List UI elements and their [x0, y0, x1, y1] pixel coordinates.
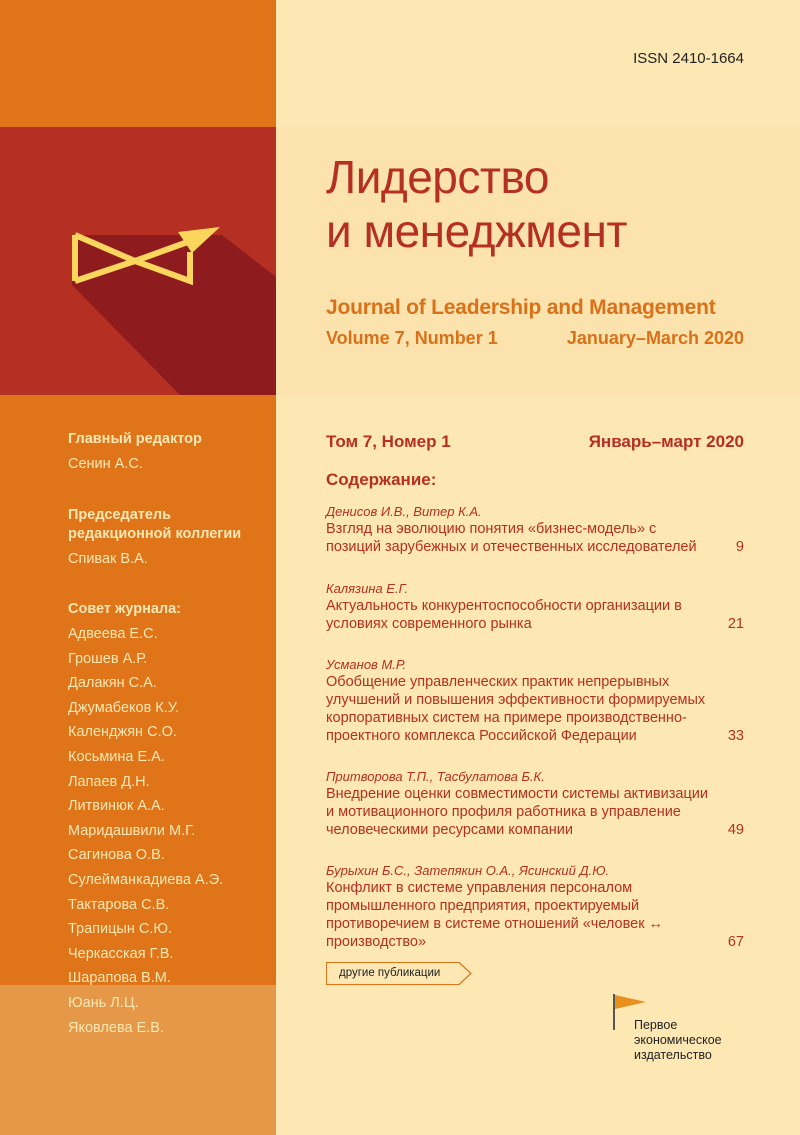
council-member: Трапицын С.Ю. — [68, 921, 173, 938]
council-block — [68, 600, 223, 1040]
council-member: Косьмина Е.А. — [68, 748, 165, 765]
more-publications-button[interactable]: другие публикации — [326, 962, 460, 985]
article-page: 49 — [727, 822, 744, 838]
article-title[interactable]: Актуальность конкурентоспособности организации в условиях современного рынка — [326, 598, 682, 632]
council-member: Тактарова С.В. — [68, 896, 170, 913]
article-title[interactable]: Обобщение управленческих практик непрерывных улучшений и повышения эффективности формируемых корпоративных систем на примере производственно-проектного комплекса Российской Федерации — [326, 674, 706, 744]
editor-heading: Главный редактор — [68, 431, 202, 447]
council-heading: Совет журнала: — [68, 601, 181, 617]
editor-block — [68, 430, 202, 474]
article-authors: Усманов М.Р. — [326, 657, 407, 672]
journal-title-en: Journal of Leadership and Management — [326, 296, 716, 319]
article-authors: Притворова Т.П., Тасбулатова Б.К. — [326, 769, 545, 784]
council-member: Сагинова О.В. — [68, 847, 165, 864]
article-title[interactable]: Конфликт в системе управления персоналом промышленного предприятия, проектируемый противоречием в системе отношений «человек ↔ производство» — [326, 880, 664, 950]
volume-ru: Том 7, Номер 1 — [326, 432, 451, 451]
editor-name: Сенин А.С. — [68, 456, 143, 472]
arrow-right-icon — [459, 962, 473, 985]
council-member: Грошев А.Р. — [68, 650, 148, 667]
article-authors: Денисов И.В., Витер К.А. — [326, 504, 482, 519]
council-member: Адвеева Е.С. — [68, 626, 158, 642]
chair-block — [68, 506, 241, 569]
article-page: 67 — [727, 934, 744, 950]
issn: ISSN 2410-1664 — [633, 50, 744, 67]
article-title[interactable]: Внедрение оценки совместимости системы активизации и мотивационного профиля работника в управление человеческими ресурсами компании — [326, 786, 708, 838]
article-authors: Калязина Е.Г. — [326, 581, 408, 596]
left-top-panel — [0, 0, 276, 127]
publisher-name — [634, 1018, 722, 1063]
article-authors: Бурыхин Б.С., Затепякин О.А., Ясинский Д.Ю. — [326, 863, 610, 878]
chair-heading-line-2: редакционной коллегии — [68, 526, 242, 542]
publisher-line-2: экономическое — [634, 1033, 722, 1047]
council-member: Сулейманкадиева А.Э. — [68, 871, 224, 888]
article-entry[interactable] — [326, 862, 744, 951]
council-member: Далакян С.А. — [68, 675, 157, 692]
chair-heading-line-1: Председатель — [68, 507, 172, 523]
journal-logo-icon — [0, 127, 276, 395]
article-entry[interactable] — [326, 580, 744, 633]
council-member: Джумабеков К.У. — [68, 699, 180, 716]
council-member: Юань Л.Ц. — [68, 994, 139, 1011]
article-page: 33 — [727, 728, 744, 744]
council-member: Черкасская Г.В. — [68, 945, 174, 962]
date-ru: Январь–март 2020 — [588, 432, 744, 451]
title-line-1: Лидерство — [326, 151, 549, 203]
council-member: Календжян С.О. — [68, 724, 177, 741]
publisher-line-3: издательство — [634, 1048, 712, 1062]
council-member: Литвинюк А.А. — [68, 798, 165, 815]
title-line-2: и менеджмент — [326, 205, 627, 257]
council-member: Шарапова В.М. — [68, 970, 171, 987]
council-member: Лапаев Д.Н. — [68, 773, 150, 790]
article-page: 21 — [727, 616, 744, 632]
contents-heading: Содержание: — [326, 470, 437, 489]
volume-en: Volume 7, Number 1 — [326, 328, 498, 348]
council-member: Яковлева Е.В. — [68, 1019, 164, 1036]
chair-name: Спивак В.А. — [68, 551, 148, 567]
article-entry[interactable] — [326, 656, 744, 745]
article-entry[interactable] — [326, 503, 744, 556]
journal-title-ru — [326, 150, 627, 258]
logo-panel — [0, 127, 276, 395]
article-page: 9 — [735, 539, 744, 555]
article-title[interactable]: Взгляд на эволюцию понятия «бизнес-модель» с позиций зарубежных и отечественных исследователей — [326, 521, 697, 555]
publisher-line-1: Первое — [634, 1018, 678, 1032]
article-entry[interactable] — [326, 768, 744, 839]
council-member: Маридашвили М.Г. — [68, 822, 196, 839]
date-en: January–March 2020 — [566, 328, 744, 348]
